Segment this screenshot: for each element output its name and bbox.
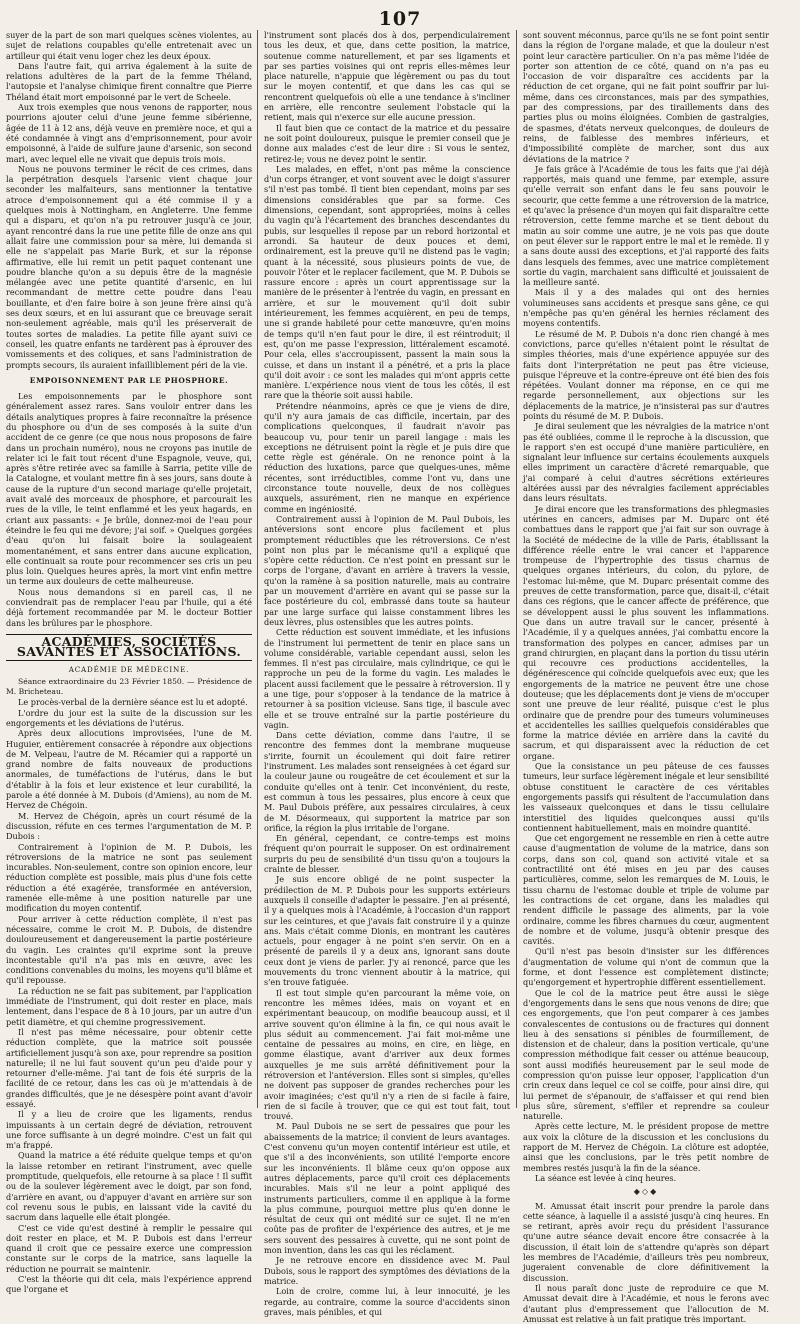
section-subheading: EMPOISONNEMENT PAR LE PHOSPHORE. <box>29 375 229 385</box>
paragraph: La séance est levée à cinq heures. <box>535 1172 677 1183</box>
page-number: 107 <box>378 8 422 30</box>
paragraph: M. Paul Dubois ne se sert de pessaires que pour les abaissements de la matrice; il convient de leurs avantages. C'est convenu qu'un moyen contentif intérieur est utile, et que s'il a des inconvénients, son utilité l'emporte encore sur les inconvénients. Il blâme ceux qu'on oppose aux autres déplacements, parce qu'il croit ces déplacements incurables. Mais s'il ne leur a point appliqué des instruments particuliers, comme il en applique à la forme la plus commune, pourquoi mettre plus qu'en donne le résultat de ceux qui ont médité sur ce sujet. Il ne m'en coûte pas de profiter de l'expérience des autres, et je me sers souvent des pessaires à cuvette, qui ne sont point de mon invention, dans les cas qui les réclament. <box>264 1121 510 1256</box>
paragraph: Cette réduction est souvent immédiate, et les infusions de l'instrument lui permettent de tenir en place sans un volume considérable, variable cependant aussi, selon les femmes. Il n'est pas circulaire, mais cylindrique, ce qui le rapproche un peu de la forme du vagin. Les malades le placent aussi facilement que le pessaire à rétroversion. Il y a une tige, pour s'opposer à la tendance de la matrice à retourner à sa position vicieuse. Sans tige, il bascule avec elle et se trouve entraîné sur la partie postérieure du vagin. <box>264 627 510 730</box>
paragraph: Contrairement aussi à l'opinion de M. Paul Dubois, les antéversions sont encore plus facilement et plus promptement réductibles que les rétroversions. Ce n'est point non plus par le mécanisme qu'il a expliqué que s'opère cette réduction. Ce n'est point en pressant sur le corps de l'organe, d'avant en arrière à travers la vessie, qu'on la ramène à sa position naturelle, mais au contraire par un mouvement d'arrière en avant qui se passe sur la face postérieure du col, embrassé dans toute sa hauteur par une large surface qui laisse constamment libres les deux lèvres, plus ostensibles que les autres points. <box>264 513 510 627</box>
paragraph: L'ordre du jour est la suite de la discussion sur les engorgements et les déviations de l'utérus. <box>6 707 252 728</box>
paragraph: Nous ne pouvons terminer le récit de ces crimes, dans la perpétration desquels l'arsenic vient chaque jour seconder les malfaiteurs, sans mentionner la tentative atroce d'empoisonnement qui a été commise il y a quelques mois à Nottingham, en Angleterre. Une femme qui a disparu, et qu'on n'a pu retrouver jusqu'à ce jour, ayant rencontré dans la rue une petite fille de onze ans qui allait faire une commission pour sa mère, lui demanda si elle ne s'appelait pas Marie Burk, et sur la réponse affirmative, elle lui remit un petit paquet contenant une poudre blanche qu'on a su depuis être de la magnésie mélangée avec une petite quantité d'arsenic, en lui recommandant de mettre cette poudre dans l'eau bouillante, et d'en faire boire à son jeune frère ainsi qu'à ses deux sœurs, et en lui assurant que ce breuvage serait non-seulement agréable, mais qu'il les préserverait de toutes sortes de maladies. La petite fille ayant suivi ce conseil, les quatre enfants ne tardèrent pas à éprouver des vomissements et des coliques, et sans l'administration de prompts secours, ils auraient infailliblement péri de la vie. <box>6 163 252 370</box>
paragraph: C'est ce vide qu'est destiné à remplir le pessaire qui doit rester en place, et M. P. Dubois est dans l'erreur quand il croit que ce pessaire exerce une compression constante sur le corps de la matrice, sans laquelle la réduction ne pourrait se maintenir. <box>6 1222 252 1274</box>
session-line: Séance extraordinaire du 23 Février 1850. — Présidence de M. Bricheteau. <box>6 676 252 697</box>
paragraph: Prétendre néanmoins, après ce que je viens de dire, qu'il n'y aura jamais de cas difficile, incertain, par des complications quelconques, il faudrait n'avoir pas beaucoup vu, pour tenir un pareil langage : mais les exceptions ne détruisent point la règle et je puis dire que cette règle est générale. On ne renonce point à la réduction des luxations, parce que quelques-unes, même récentes, sont irréductibles, comme l'ont vu, dans une circonstance toute nouvelle, deux de nos collègues auxquels, assurément, rien ne manque en expérience comme en ingéniosité. <box>264 400 510 514</box>
section-heading: ACADÉMIES, SOCIÉTÉS SAVANTES ET ASSOCIATIONS. <box>16 633 242 660</box>
paragraph: l'instrument sont placés dos à dos, perpendiculairement tous les deux, et que, dans cette position, la matrice, soutenue comme naturellement, et par ses ligaments et par ses parties voisines qui ont repris elles-mêmes leur place naturelle, n'appuie que légèrement ou pas du tout sur le moyen contentif, et que dans les cas qui se rencontrent quelquefois où elle a une tendance à s'incliner en arrière, elle rencontre seulement l'obstacle qui la retient, mais qui n'exerce sur elle aucune pression. <box>264 30 510 123</box>
ornament-divider: ◆◇◆ <box>633 1187 659 1197</box>
paragraph: Qu'il n'est pas besoin d'insister sur les différences d'augmentation de volume qui n'ont de commun que la forme, et dont l'essence est complètement distincte; qu'engorgement et hypertrophie diffèrent essentiellement. <box>523 946 769 988</box>
paragraph: Nous nous demandons si en pareil cas, il ne conviendrait pas de remplacer l'eau par l'huile, qui a été déjà fortement recommandée par M. le docteur Bottier dans les brûlures par le phosphore. <box>6 586 252 628</box>
paragraph: Que la consistance un peu pâteuse de ces fausses tumeurs, leur surface légèrement inégale et leur sensibilité obtuse constituent le caractère de ces véritables engorgements passifs qui résultent de l'accumulation dans les vaisseaux quelconques et dans le tissu cellulaire interstitiel des liquides quelconques aussi qu'ils contiennent habituellement, mais en moindre quantité. <box>523 761 769 833</box>
paragraph: C'est la théorie qui dit cela, mais l'expérience apprend que l'organe et <box>6 1274 252 1295</box>
paragraph: Les empoisonnements par le phosphore sont généralement assez rares. Sans vouloir entrer dans les détails analytiques propres à faire reconnaître la présence du phosphore ou d'un de ses composés à la suite d'un accident de ce genre (ce que nous nous proposons de faire dans un prochain numéro), nous ne croyons pas inutile de relater ici le fait tout récent d'une Espagnole, veuve, qui, après s'être retirée avec sa famille à Sarria, petite ville de la Catalogne, et voulant mettre fin à ses jours, sans doute à cause de la rupture d'un second mariage qu'elle projetait, avait avalé des morceaux de phosphore, et parcourait les rues de la ville, le teint enflammé et les yeux hagards, en criant aux passants: « Je brûle, donnez-moi de l'eau pour éteindre le feu qui me dévore; j'ai soif. » Quelques gorgées d'eau qu'on lui faisait boire la soulageaient momentanément, et sans entrer dans aucune explication, elle continuait sa route pour recommencer ses cris un peu plus loin. Quelques heures après, la mort vint enfin mettre un terme aux douleurs de cette malheureuse. <box>6 391 252 587</box>
column-divider <box>257 30 258 1108</box>
column-middle <box>264 30 510 1317</box>
paragraph: Après deux allocutions improvisées, l'une de M. Huguier, entièrement consacrée à répondre aux objections de M. Velpeau, l'autre de M. Récamier qui a rapporté un grand nombre de faits nouveaux de productions anormales, de tuméfactions de l'utérus, dans le but d'établir à la fois et leur existence et leur curabilité, la parole a été donnée à M. Dubois (d'Amiens), au nom de M. Hervez de Chégoin. <box>6 728 252 811</box>
paragraph: La réduction ne se fait pas subitement, par l'application immédiate de l'instrument, qui doit rester en place, mais lentement, dans l'espace de 8 à 10 jours, par un autre d'un petit diamètre, et qui chemine progressivement. <box>6 985 252 1027</box>
paragraph: Quand la matrice a été réduite quelque temps et qu'on la laisse retomber en retirant l'instrument, avec quelle promptitude, quelquefois, elle retourne à sa place ! Il suffit ou de la soulever légèrement avec le doigt, par son fond, d'arrière en avant, ou d'appuyer d'avant en arrière sur son col revenu sous le pubis, en laissant vide la cavité du sacrum dans laquelle elle était plongée. <box>6 1150 252 1223</box>
paragraph: Aux trois exemples que nous venons de rapporter, nous pourrions ajouter celui d'une jeune femme sibérienne, âgée de 11 à 12 ans, déjà veuve en première noce, et qui a été condamnée à vingt ans d'emprisonnement, pour avoir empoisonné, à l'aide de sulfure jaune d'arsenic, son second mari, avec lequel elle ne vivait que depuis trois mois. <box>6 102 252 164</box>
paragraph: Mais il y a des malades qui ont des hernies volumineuses sans accidents et presque sans gêne, ce qui n'empêche pas qu'en général les hernies réclament des moyens contentifs. <box>523 287 769 329</box>
paragraph: Que cet engorgement ne ressemble en rien à cette autre cause d'augmentation de volume de la matrice, dans son corps, dans son col, quand son activité vitale et sa contractilité ont été mises en jeu par des causes particulières, comme, selon les remarques de M. Louis, le tissu charnu de l'estomac double et triple de volume par les contractions de cet organe, dans les maladies qui rendent difficile le passage des aliments, par la voie ordinaire, comme les fibres charnues du cœur, augmentent de nombre et de volume, jusqu'à obtenir presque des cavités. <box>523 833 769 947</box>
paragraph: Contrairement à l'opinion de M. P. Dubois, les rétroversions de la matrice ne sont pas seulement incurables. Non-seulement, contre son opinion encore, leur réduction complète est possible, mais plus d'une fois cette réduction a été exagérée, transformée en antéversion, ramenée elle-même à une position naturelle par une modification du moyen contentif. <box>6 841 252 914</box>
column-right <box>523 30 769 1324</box>
column-left <box>6 30 252 1295</box>
paragraph: Le résumé de M. P. Dubois n'a donc rien changé à mes convictions, parce qu'elles n'étaient point le résultat de simples théories, mais d'une expérience appuyée sur des faits dont l'interprétation ne peut pas être vicieuse, puisque l'épreuve et la contre-épreuve ont été bien des fois répétées. Voulant donner ma réponse, en ce qui me regarde personnellement, aux objections sur les déplacements de la matrice, je n'insisterai pas sur d'autres points du résumé de M. P. Dubois. <box>523 328 769 421</box>
paragraph: Il y a lieu de croire que les ligaments, rendus impuissants à un certain degré de déviation, retrouvent une force suffisante à un degré moindre. C'est un fait qui m'a frappé. <box>6 1109 252 1151</box>
paragraph: Je suis encore obligé de ne point suspecter la prédilection de M. P. Dubois pour les supports extérieurs auxquels il conseille d'adapter le pessaire. J'en ai présenté, il y a quelques mois à l'Académie, à l'occasion d'un rapport sur les ceintures, et que j'avais fait construire il y a quinze ans. Mais c'était comme Dionis, en montrant les cautères actuels, pour engager à ne point s'en servir. On en a présenté de pareils il y a deux ans, ignorant sans doute ceux dont je viens de parler. J'y ai renoncé, parce que les mouvements du tronc viennent aboutir à la matrice, qui s'en trouve fatiguée. <box>264 874 510 988</box>
paragraph: Je dirai seulement que les névralgies de la matrice n'ont pas été oubliées, comme il le reproche à la discussion, que le rapport s'en est occupé d'une manière particulière, en signalant leur influence sur certains écoulements auxquels elles impriment un caractère d'âcreté remarquable, que j'ai comparé à celui d'autres sécrétions extérieures altérées aussi par des névralgies facilement appréciables dans leurs résultats. <box>523 421 769 504</box>
paragraph: Je ne retrouve encore en dissidence avec M. Paul Dubois, sous le rapport des symptômes des déviations de la matrice. <box>264 1255 510 1286</box>
paragraph: Il n'est pas même nécessaire, pour obtenir cette réduction complète, que la matrice soit poussée artificiellement jusqu'à son axe, pour reprendre sa position naturelle; il ne lui faut souvent qu'un peu d'aide pour y retourner d'elle-même. J'ai tant de fois été surpris de la facilité de ce retour, dans les cas où je m'attendais à de grandes difficultés, que je ne désespère point avant d'avoir essayé. <box>6 1026 252 1109</box>
academy-heading: ACADÉMIE DE MÉDECINE. <box>68 664 190 674</box>
paragraph: Les malades, en effet, n'ont pas même la conscience d'un corps étranger, et vont souvent avec le doigt s'assurer s'il n'est pas tombé. Il tient bien cependant, moins par ses dimensions considérables que par sa forme. Ces dimensions, cependant, sont appropriées, moins à celles du vagin qu'à l'écartement des branches descendantes du pubis, sur lesquelles il repose par un rebord horizontal et arrondi. Sa hauteur de deux pouces et demi, ordinairement, est la preuve qu'il ne distend pas le vagin; quant à la nécessité, sous plusieurs points de vue, de pouvoir l'ôter et le replacer facilement, que M. P. Dubois se rassure encore : après un court apprentissage sur la manière de le présenter à l'entrée du vagin, en pressant en arrière, et sur le mouvement qu'il doit subir intérieurement, les femmes acquièrent, en peu de temps, une si grande habileté pour cette manœuvre, qu'en moins de temps qu'il n'en faut pour le dire, il est réintroduit; il est, qu'on me passe l'expression, littéralement escamoté. Pour cela, elles s'accroupissent, passent la main sous la cuisse, et dans un instant il a pénétré, et a pris la place qu'il doit avoir : ce sont les malades qui m'ont appris cette manière. L'expérience nous vient de tous les côtés, il est rare que la théorie soit aussi habile. <box>264 163 510 401</box>
paragraph: En général, cependant, ce contre-temps est moins fréquent qu'on pourrait le supposer. On est ordinairement surpris du peu de sensibilité d'un tissu qu'on a toujours la crainte de blesser. <box>264 833 510 875</box>
paragraph: M. Amussat était inscrit pour prendre la parole dans cette séance, à laquelle il a assisté jusqu'à cinq heures. En se retirant, après avoir reçu du président l'assurance qu'une autre séance devait encore être consacrée à la discussion, il était loin de s'attendre qu'après son départ les membres de l'Académie, d'ailleurs très peu nombreux, jugeraient convenable de clore définitivement la discussion. <box>523 1200 769 1283</box>
paragraph: Dans l'autre fait, qui arriva également à la suite de relations adultères de la part de la femme Théland, l'autopsie et l'analyse chimique firent connaître que Pierre Théland était mort empoisonné par le vert de Scheele. <box>6 60 252 102</box>
paragraph: Dans cette déviation, comme dans l'autre, il se rencontre des femmes dont la membrane muqueuse s'irrite, fournit un écoulement qui doit faire retirer l'instrument. Les malades sont renseignées à cet égard sur la couleur jaune ou rougeâtre de cet écoulement et sur la conduite qu'elles ont à tenir. Cet inconvénient, du reste, est commun à tous les pessaires, plus encore à ceux que M. Paul Dubois préfère, aux pessaires circulaires, à ceux de M. Désormeaux, qui supportent la matrice par son orifice, la région la plus irritable de l'organe. <box>264 730 510 833</box>
paragraph: Il nous paraît donc juste de reproduire ce que M. Amussat devait dire à l'Académie, et nous le ferons avec d'autant plus d'empressement que l'allocution de M. Amussat est relative à un fait pratique très important. <box>523 1282 769 1324</box>
paragraph: sont souvent méconnus, parce qu'ils ne se font point sentir dans la région de l'organe malade, et que la douleur n'est point leur caractère particulier. On n'a pas même l'idée de porter son attention de ce côté, quand on n'a pas eu l'occasion de voir disparaître ces accidents par la réduction de cet organe, qui ne fait point souffrir par lui-même, dans ces circonstances, mais par des sympathies, par des compressions, par des tiraillements dans des parties plus ou moins éloignées. Combien de gastralgies, de spasmes, d'états nerveux quelconques, de douleurs de reins, de faiblesse des membres inférieurs, et d'impossibilité complète de marcher, sont dus aux déviations de la matrice ? <box>523 30 769 164</box>
section-rule <box>6 660 252 661</box>
paragraph: Il faut bien que ce contact de la matrice et du pessaire ne soit point douloureux, puisque le premier conseil que je donne aux malades c'est de leur dire : Si vous le sentez, retirez-le; vous ne devez point le sentir. <box>264 122 510 164</box>
paragraph: Le procès-verbal de la dernière séance est lu et adopté. <box>18 697 248 708</box>
paragraph: Loin de croire, comme lui, à leur innocuité, je les regarde, au contraire, comme la source d'accidents sinon graves, mais pénibles, et qui <box>264 1286 510 1317</box>
paragraph: suyer de la part de son mari quelques scènes violentes, au sujet de relations coupables qu'elle entretenait avec un artilleur qui était venu loger chez les deux époux. <box>6 30 252 61</box>
paragraph: Après cette lecture, M. le président propose de mettre aux voix la clôture de la discussion et les conclusions du rapport de M. Hervez de Chégoin. La clôture est adoptée, ainsi que les conclusions, par le très petit nombre de membres restés jusqu'à la fin de la séance. <box>523 1121 769 1173</box>
paragraph: M. Hervez de Chégoin, après un court résumé de la discussion, réfute en ces termes l'argumentation de M. P. Dubois : <box>6 810 252 842</box>
paragraph: Je fais grâce à l'Académie de tous les faits que j'ai déjà rapportés, mais quand une femme, par exemple, assure qu'elle verrait son enfant dans le feu sans pouvoir le secourir, que cette femme a une rétroversion de la matrice, et qu'avec la présence d'un moyen qui fait disparaître cette rétroversion, cette femme marche et se tient debout du matin au soir comme une autre, je ne vois pas que doute on peut élever sur le rapport entre le mal et le remède. Il y a sans doute aussi des exceptions, et j'ai rapporté des faits dans lesquels des femmes, avec une matrice complètement sortie du vagin, marchaient sans difficulté et jouissaient de la meilleure santé. <box>523 163 769 288</box>
column-divider <box>516 30 517 1108</box>
paragraph: Que le col de la matrice peut être aussi le siège d'engorgements dans le sens que nous venons de dire; que ces engorgements, que l'on peut comparer à ces jambes convalescentes de contusions ou de fractures qui donnent lieu à des sensations si pénibles de fourmillement, de distension et de chaleur, dans la position verticale, qu'une compression méthodique fait cesser ou atténue beaucoup, sont aussi modifiés heureusement par le seul mode de compression qu'on puisse leur opposer, l'application d'un crin creux dans lequel ce col se coiffe, pour ainsi dire, qui lui permet de s'épanouir, de s'affaisser et qui rend bien plus sûre, sûrement, s'effiler et reprendre sa couleur naturelle. <box>523 987 769 1122</box>
paragraph: Je dirai encore que les transformations des phlegmasies utérines en cancers, admises par M. Duparc ont été combattues dans le rapport que j'ai fait sur son ouvrage à la Société de médecine de la ville de Paris, établissant la différence réelle entre le vrai cancer et l'apparence trompeuse de l'hypertrophie des tissus charnus de quelques organes intérieurs, du colon, du pylore, de l'estomac lui-même, que M. Duparc présentait comme des preuves de cette transformation, parce que, disait-il, c'était dans ces régions, que le cancer affecte de préférence, que se développent aussi le plus souvent les inflammations. Que dans un autre travail sur le cancer, présenté à l'Académie, il y a quelques années, j'ai combattu encore la transformation des polypes en cancer, admises par un grand chirurgien, en plaçant dans la portion du tissu utérin qui recouvre ces productions accidentelles, la dégénérescence qui coïncide quelquefois avec eux; que les engorgements de la matrice ne peuvent être une chose douteuse; que les déplacements dont je viens de m'occuper sont une preuve de leur réalité, puisque c'est le plus ordinaire que de prendre pour des tumeurs volumineuses et accidentelles les saillies quelquefois considérables que forme la matrice déviée en arrière dans la cavité du sacrum, et qui disparaissent avec la réduction de cet organe. <box>523 503 769 761</box>
paragraph: Il est tout simple qu'en parcourant la même voie, on rencontre les mêmes idées, mais on voyant et en expérimentant beaucoup, on modifie beaucoup aussi, et il arrive souvent qu'on élimine à la fin, ce qui nous avait le plus séduit au commencement. J'ai fait moi-même une centaine de pessaires au moins, en cire, en liège, en gomme élastique, avant d'arriver aux deux formes auxquelles je me suis arrêté définitivement pour la rétroversion et l'antéversion. Elles sont si simples, qu'elles ne doivent pas supposer de grandes recherches pour les avoir imaginées; c'est qu'il n'y a rien de si facile à faire, rien de si facile à trouver, que ce qui est tout fait, tout trouvé. <box>264 987 510 1122</box>
paragraph: Pour arriver à cette réduction complète, il n'est pas nécessaire, comme le croit M. P. Dubois, de distendre douloureusement et dangereusement la partie postérieure du vagin. Les craintes qu'il exprime sont la preuve incontestable qu'il n'a pas mis en œuvre, avec les conditions convenables du moins, les moyens qu'il blâme et qu'il repousse. <box>6 913 252 986</box>
